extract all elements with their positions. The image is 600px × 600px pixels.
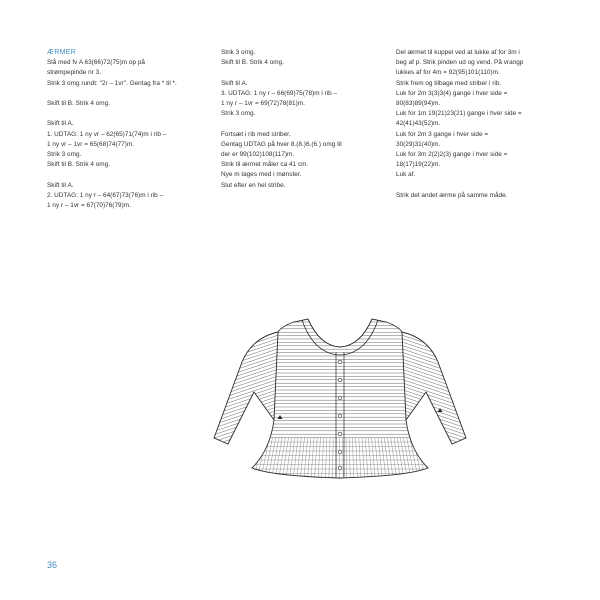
instruction-line: Skift til B. Strik 4 omg.: [47, 100, 111, 107]
instruction-line: Del ærmet til kuppel ved at lukke af for 3m i: [396, 49, 520, 56]
column-1: [47, 48, 212, 211]
instruction-line: 1 ny r – 1vr = 67(70)76(79)m.: [47, 202, 131, 209]
instruction-line: lukkes af for 4m = 92(95)101(110)m.: [396, 69, 500, 77]
line-gap: [221, 68, 381, 78]
instruction-line: Fortsæt i rib med striber.: [221, 130, 291, 138]
left-sleeve: [200, 300, 290, 497]
section-title: ÆRMER: [47, 49, 77, 56]
instruction-line: der er 99(102)108(117)m.: [221, 151, 295, 158]
instruction-line: Strik til ærmet måler ca 41 cm.: [221, 161, 309, 169]
instruction-line: Skift til A.: [47, 120, 74, 128]
instruction-line: Strik 3 omg.: [221, 110, 256, 118]
instruction-line: Strik 3 omg rundt: "2r – 1vr". Gentag fra * til *.: [47, 79, 177, 87]
line-gap: [47, 89, 212, 99]
instruction-line: Gentag UDTAG på hver 8.(8.)6.(6.) omg til: [221, 140, 342, 148]
instruction-line: Slå med fv A 63(66)72(75)m op på: [47, 59, 145, 67]
instruction-line: strømpepinde nr 3.: [47, 69, 101, 77]
line-gap: [221, 119, 381, 129]
instruction-line: Slut efter en hel stribe.: [221, 181, 286, 189]
line-gap: [396, 181, 561, 191]
line-gap: [47, 109, 212, 119]
instruction-line: Luk for 2m 3 gange i hver side =: [396, 130, 489, 138]
instruction-line: 30(29)31(40)m.: [396, 140, 441, 148]
instruction-line: 80(83)89(94)m.: [396, 100, 441, 108]
instruction-line: Strik frem og tilbage med striber i rib.: [396, 79, 502, 87]
instruction-line: Nye m tages med i mønster.: [221, 171, 302, 179]
instruction-line: 1. UDTAG: 1 ny vr – 62(65)71(74)m i rib –: [47, 130, 167, 138]
instruction-line: 2. UDTAG: 1 ny r – 64(67)73(76)m i rib –: [47, 191, 164, 199]
instruction-line: Luk for 2m 3(3)3(4) gange i hver side =: [396, 89, 508, 97]
instruction-line: Strik 3 omg.: [221, 49, 256, 56]
instruction-line: Luk af.: [396, 171, 416, 179]
column-1-body: [47, 58, 212, 211]
column-2-body: [221, 48, 381, 191]
instruction-line: 18(17)19(22)m.: [396, 161, 441, 169]
instruction-line: Skift til B. Strik 4 omg.: [221, 59, 285, 67]
line-gap: [47, 170, 212, 180]
page-number: 36: [47, 560, 58, 570]
column-2: [221, 48, 381, 191]
instruction-line: 3. UDTAG: 1 ny r – 66(69)75(78)m i rib –: [221, 89, 338, 97]
column-3-body: [396, 48, 561, 201]
right-sleeve: [390, 300, 480, 497]
instruction-line: Skift til A.: [221, 79, 248, 87]
cardigan-illustration: [190, 300, 490, 510]
instruction-line: Skift til A.: [47, 181, 74, 189]
instruction-line: Luk for 3m 2(2)2(3) gange i hver side =: [396, 151, 508, 159]
instruction-line: 42(41)43(52)m.: [396, 120, 441, 128]
instruction-line: Strik det andet ærme på samme måde.: [396, 191, 508, 199]
instruction-line: Skift til B. Strik 4 omg.: [47, 161, 111, 169]
column-3: [396, 48, 561, 201]
instruction-line: Strik 3 omg.: [47, 151, 82, 158]
instruction-line: 1 ny r – 1vr = 69(72)78(81)m.: [221, 100, 305, 107]
neckline-band: [302, 319, 378, 355]
instruction-line: Luk for 1m 19(21)23(21) gange i hver side =: [396, 110, 522, 118]
instruction-line: 1 ny vr – 1vr = 65(68)74(77)m.: [47, 140, 135, 148]
instruction-line: beg af p. Strik pinden ud og vend. På vrangp: [396, 59, 524, 67]
